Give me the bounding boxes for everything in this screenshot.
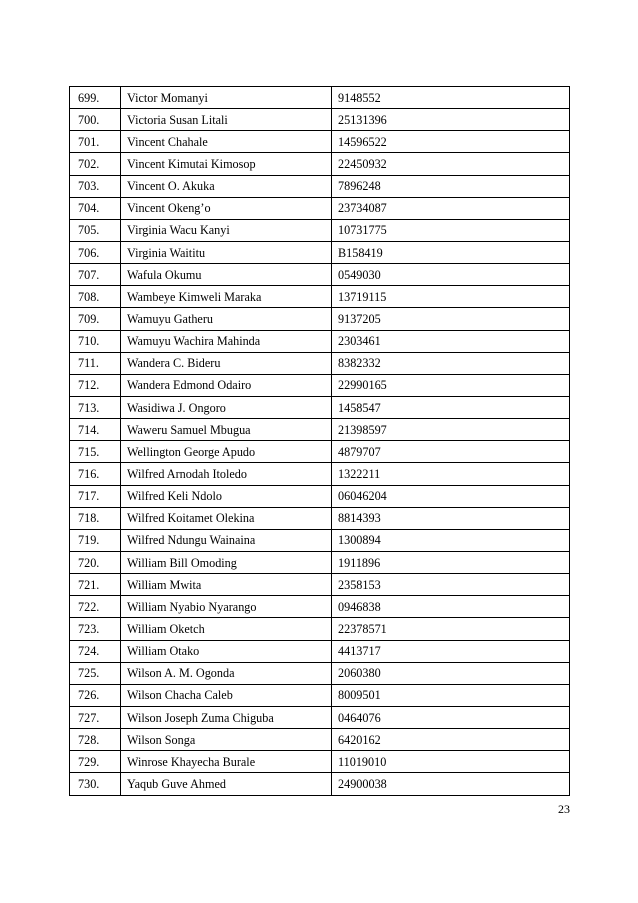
person-name-cell: Wilson Chacha Caleb: [121, 684, 332, 706]
table-row: [70, 219, 570, 241]
id-number-cell: 8009501: [332, 684, 570, 706]
person-name-cell: Wilson A. M. Ogonda: [121, 662, 332, 684]
id-number-cell: 13719115: [332, 286, 570, 308]
id-number-cell: B158419: [332, 241, 570, 263]
person-name-cell: Victor Momanyi: [121, 87, 332, 109]
row-number-cell: 701.: [70, 131, 121, 153]
table-row: [70, 308, 570, 330]
id-number-cell: 24900038: [332, 773, 570, 795]
row-number-cell: 730.: [70, 773, 121, 795]
id-number-cell: 8814393: [332, 507, 570, 529]
row-number-cell: 704.: [70, 197, 121, 219]
person-name-cell: Wilfred Koitamet Olekina: [121, 507, 332, 529]
person-name-cell: Virginia Wacu Kanyi: [121, 219, 332, 241]
person-name-cell: Wandera C. Bideru: [121, 352, 332, 374]
id-number-cell: 8382332: [332, 352, 570, 374]
table-row: [70, 419, 570, 441]
table-row: [70, 507, 570, 529]
row-number-cell: 723.: [70, 618, 121, 640]
id-number-cell: 2358153: [332, 574, 570, 596]
table-row: [70, 87, 570, 109]
table-row: [70, 441, 570, 463]
id-number-cell: 2303461: [332, 330, 570, 352]
id-number-cell: 6420162: [332, 729, 570, 751]
name-id-table: [69, 86, 570, 796]
table-row: [70, 396, 570, 418]
person-name-cell: Victoria Susan Litali: [121, 109, 332, 131]
table-row: [70, 773, 570, 795]
person-name-cell: William Mwita: [121, 574, 332, 596]
id-number-cell: 14596522: [332, 131, 570, 153]
person-name-cell: Yaqub Guve Ahmed: [121, 773, 332, 795]
row-number-cell: 702.: [70, 153, 121, 175]
table-row: [70, 751, 570, 773]
row-number-cell: 708.: [70, 286, 121, 308]
table-row: [70, 485, 570, 507]
table-row: [70, 264, 570, 286]
person-name-cell: Wandera Edmond Odairo: [121, 374, 332, 396]
id-number-cell: 9148552: [332, 87, 570, 109]
id-number-cell: 11019010: [332, 751, 570, 773]
row-number-cell: 711.: [70, 352, 121, 374]
person-name-cell: Vincent Okeng’o: [121, 197, 332, 219]
row-number-cell: 719.: [70, 529, 121, 551]
id-number-cell: 1458547: [332, 396, 570, 418]
id-number-cell: 7896248: [332, 175, 570, 197]
row-number-cell: 703.: [70, 175, 121, 197]
row-number-cell: 699.: [70, 87, 121, 109]
person-name-cell: Vincent O. Akuka: [121, 175, 332, 197]
id-number-cell: 2060380: [332, 662, 570, 684]
page-number: 23: [558, 802, 570, 816]
table-row: [70, 529, 570, 551]
row-number-cell: 727.: [70, 706, 121, 728]
person-name-cell: Wellington George Apudo: [121, 441, 332, 463]
row-number-cell: 728.: [70, 729, 121, 751]
row-number-cell: 716.: [70, 463, 121, 485]
row-number-cell: 725.: [70, 662, 121, 684]
person-name-cell: Vincent Kimutai Kimosop: [121, 153, 332, 175]
id-number-cell: 22990165: [332, 374, 570, 396]
person-name-cell: Wamuyu Gatheru: [121, 308, 332, 330]
row-number-cell: 707.: [70, 264, 121, 286]
person-name-cell: Wilson Songa: [121, 729, 332, 751]
id-number-cell: 06046204: [332, 485, 570, 507]
row-number-cell: 718.: [70, 507, 121, 529]
row-number-cell: 705.: [70, 219, 121, 241]
row-number-cell: 714.: [70, 419, 121, 441]
table-row: [70, 286, 570, 308]
person-name-cell: Wilfred Ndungu Wainaina: [121, 529, 332, 551]
person-name-cell: Waweru Samuel Mbugua: [121, 419, 332, 441]
row-number-cell: 729.: [70, 751, 121, 773]
table-row: [70, 618, 570, 640]
person-name-cell: Wilfred Arnodah Itoledo: [121, 463, 332, 485]
id-number-cell: 0946838: [332, 596, 570, 618]
row-number-cell: 709.: [70, 308, 121, 330]
person-name-cell: Wilfred Keli Ndolo: [121, 485, 332, 507]
table-body: [70, 87, 570, 796]
table-row: [70, 706, 570, 728]
row-number-cell: 720.: [70, 551, 121, 573]
table-row: [70, 197, 570, 219]
table-row: [70, 352, 570, 374]
row-number-cell: 712.: [70, 374, 121, 396]
table-row: [70, 330, 570, 352]
row-number-cell: 713.: [70, 396, 121, 418]
id-number-cell: 0549030: [332, 264, 570, 286]
row-number-cell: 706.: [70, 241, 121, 263]
row-number-cell: 722.: [70, 596, 121, 618]
id-number-cell: 1300894: [332, 529, 570, 551]
person-name-cell: Wilson Joseph Zuma Chiguba: [121, 706, 332, 728]
table-row: [70, 684, 570, 706]
table-row: [70, 463, 570, 485]
table-row: [70, 131, 570, 153]
table-row: [70, 596, 570, 618]
row-number-cell: 700.: [70, 109, 121, 131]
person-name-cell: William Bill Omoding: [121, 551, 332, 573]
person-name-cell: William Nyabio Nyarango: [121, 596, 332, 618]
person-name-cell: Virginia Waititu: [121, 241, 332, 263]
row-number-cell: 724.: [70, 640, 121, 662]
row-number-cell: 715.: [70, 441, 121, 463]
person-name-cell: William Oketch: [121, 618, 332, 640]
row-number-cell: 726.: [70, 684, 121, 706]
row-number-cell: 710.: [70, 330, 121, 352]
id-number-cell: 22450932: [332, 153, 570, 175]
row-number-cell: 717.: [70, 485, 121, 507]
table-row: [70, 175, 570, 197]
id-number-cell: 23734087: [332, 197, 570, 219]
id-number-cell: 4879707: [332, 441, 570, 463]
id-number-cell: 25131396: [332, 109, 570, 131]
table-row: [70, 551, 570, 573]
person-name-cell: Wasidiwa J. Ongoro: [121, 396, 332, 418]
table-row: [70, 153, 570, 175]
id-number-cell: 9137205: [332, 308, 570, 330]
person-name-cell: Wambeye Kimweli Maraka: [121, 286, 332, 308]
id-number-cell: 1911896: [332, 551, 570, 573]
table-row: [70, 241, 570, 263]
table-row: [70, 729, 570, 751]
table-row: [70, 662, 570, 684]
table-row: [70, 109, 570, 131]
id-number-cell: 1322211: [332, 463, 570, 485]
person-name-cell: Wamuyu Wachira Mahinda: [121, 330, 332, 352]
person-name-cell: Winrose Khayecha Burale: [121, 751, 332, 773]
person-name-cell: Wafula Okumu: [121, 264, 332, 286]
id-number-cell: 4413717: [332, 640, 570, 662]
id-number-cell: 10731775: [332, 219, 570, 241]
table-row: [70, 640, 570, 662]
table-row: [70, 374, 570, 396]
table-row: [70, 574, 570, 596]
id-number-cell: 21398597: [332, 419, 570, 441]
id-number-cell: 0464076: [332, 706, 570, 728]
person-name-cell: William Otako: [121, 640, 332, 662]
id-number-cell: 22378571: [332, 618, 570, 640]
row-number-cell: 721.: [70, 574, 121, 596]
person-name-cell: Vincent Chahale: [121, 131, 332, 153]
